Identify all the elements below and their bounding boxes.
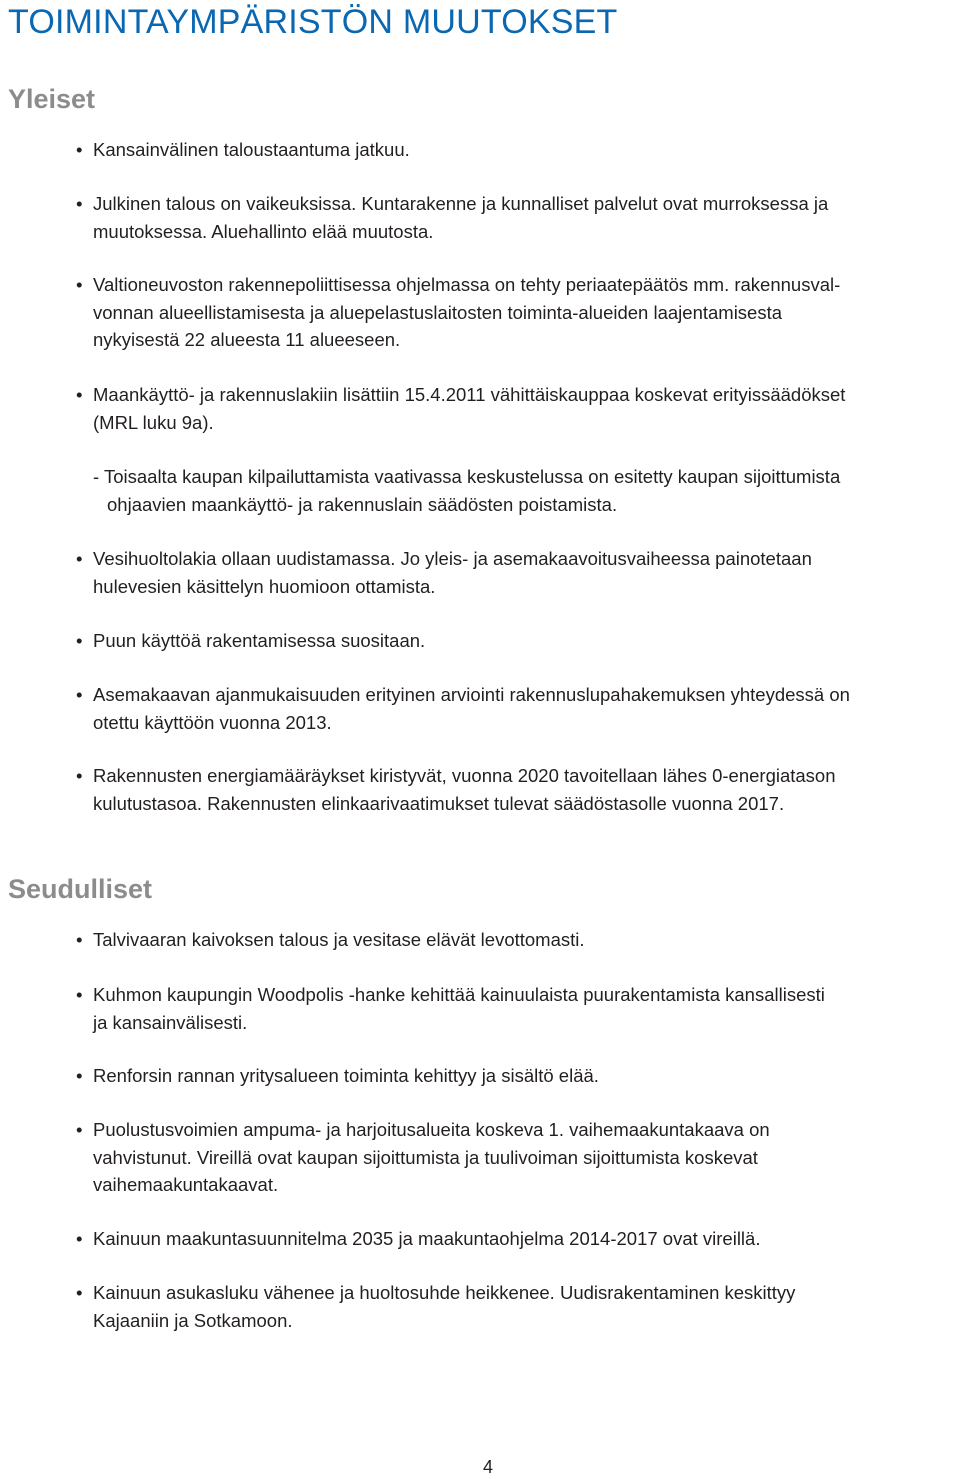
list-item [76,681,956,736]
list-item-text: Kuhmon kaupungin Woodpolis -hanke kehittää kainuulaista puurakentamista kansallisesti [93,984,825,1005]
bullet-icon: • [76,630,83,651]
list-item-text: Puolustusvoimien ampuma- ja harjoitusalueita koskeva 1. vaihemaakuntakaava on [93,1119,770,1140]
sub-note-text: - Toisaalta kaupan kilpailuttamista vaativassa keskustelussa on esitetty kaupan sijoittumista [93,466,841,487]
bullet-icon: • [76,1065,83,1086]
list-item [76,136,956,164]
list-item-text: Puun käyttöä rakentamisessa suositaan. [93,630,426,651]
list-item-text: vaihemaakuntakaavat. [93,1174,279,1195]
sub-note [93,463,953,518]
list-item-text: kulutustasoa. Rakennusten elinkaarivaatimukset tulevat säädöstasolle vuonna 2017. [93,792,785,814]
bullet-icon: • [76,984,83,1005]
list-item-text: Rakennusten energiamääräykset kiristyvät, vuonna 2020 tavoitellaan lähes 0-energiatason [93,765,836,786]
list-item-text: muutoksessa. Aluehallinto elää muutosta. [93,220,434,242]
list-item-text: Talvivaaran kaivoksen talous ja vesitase elävät levottomasti. [93,929,585,950]
bullet-icon: • [76,139,83,160]
list-item-text: Vesihuoltolakia ollaan uudistamassa. Jo yleis- ja asemakaavoitusvaiheessa painotetaan [93,548,812,569]
list-item-text: hulevesien käsittelyn huomioon ottamista. [93,575,436,597]
list-item [76,190,956,245]
list-item-text: ja kansainvälisesti. [93,1011,248,1033]
sub-note-text: ohjaavien maankäyttö- ja rakennuslain säädösten poistamista. [107,493,618,515]
bullet-icon: • [76,765,83,786]
list-item [76,926,956,954]
list-item-text: Kajaaniin ja Sotkamoon. [93,1309,293,1331]
list-item-text: Maankäyttö- ja rakennuslakiin lisättiin 15.4.2011 vähittäiskauppaa koskevat erityissäädökset [93,384,846,405]
list-item-text: Kansainvälinen taloustaantuma jatkuu. [93,139,410,160]
page-title: TOIMINTAYMPÄRISTÖN MUUTOKSET [8,3,618,41]
list-item [76,1225,956,1253]
bullet-icon: • [76,1282,83,1303]
list-item-text: Asemakaavan ajanmukaisuuden erityinen arviointi rakennuslupahakemuksen yhteydessä on [93,684,850,705]
bullet-icon: • [76,1119,83,1140]
bullet-icon: • [76,193,83,214]
list-item-text: otettu käyttöön vuonna 2013. [93,711,332,733]
list-item-text: (MRL luku 9a). [93,411,214,433]
list-item [76,381,956,436]
list-item-text: Renforsin rannan yritysalueen toiminta kehittyy ja sisältö elää. [93,1065,599,1086]
bullet-icon: • [76,1228,83,1249]
list-item-text: Julkinen talous on vaikeuksissa. Kuntarakenne ja kunnalliset palvelut ovat murroksessa ja [93,193,829,214]
list-item [76,1062,956,1090]
section-heading-seudulliset: Seudulliset [8,874,153,904]
list-item-text: Valtioneuvoston rakennepoliittisessa ohjelmassa on tehty periaatepäätös mm. rakennusval- [93,274,841,295]
bullet-icon: • [76,384,83,405]
list-item [76,1279,956,1334]
bullet-icon: • [76,274,83,295]
list-item-text: vahvistunut. Vireillä ovat kaupan sijoittumista ja tuulivoiman sijoittumista koskevat [93,1146,758,1168]
list-item [76,627,956,655]
list-item [76,271,956,354]
list-item [76,762,956,817]
list-item-text: Kainuun asukasluku vähenee ja huoltosuhde heikkenee. Uudisrakentaminen keskittyy [93,1282,796,1303]
list-item-text: nykyisestä 22 alueesta 11 alueeseen. [93,329,401,350]
list-item [76,1116,956,1199]
bullet-icon: • [76,929,83,950]
bullet-icon: • [76,548,83,569]
bullet-icon: • [76,684,83,705]
list-item-text: Kainuun maakuntasuunnitelma 2035 ja maakuntaohjelma 2014-2017 ovat vireillä. [93,1228,761,1249]
section-heading-yleiset: Yleiset [8,84,96,114]
list-item [76,981,956,1036]
list-item [76,545,956,600]
list-item-text: vonnan alueellistamisesta ja aluepelastuslaitosten toiminta-alueiden laajentamisesta [93,301,783,323]
page-number: 4 [482,1457,493,1477]
